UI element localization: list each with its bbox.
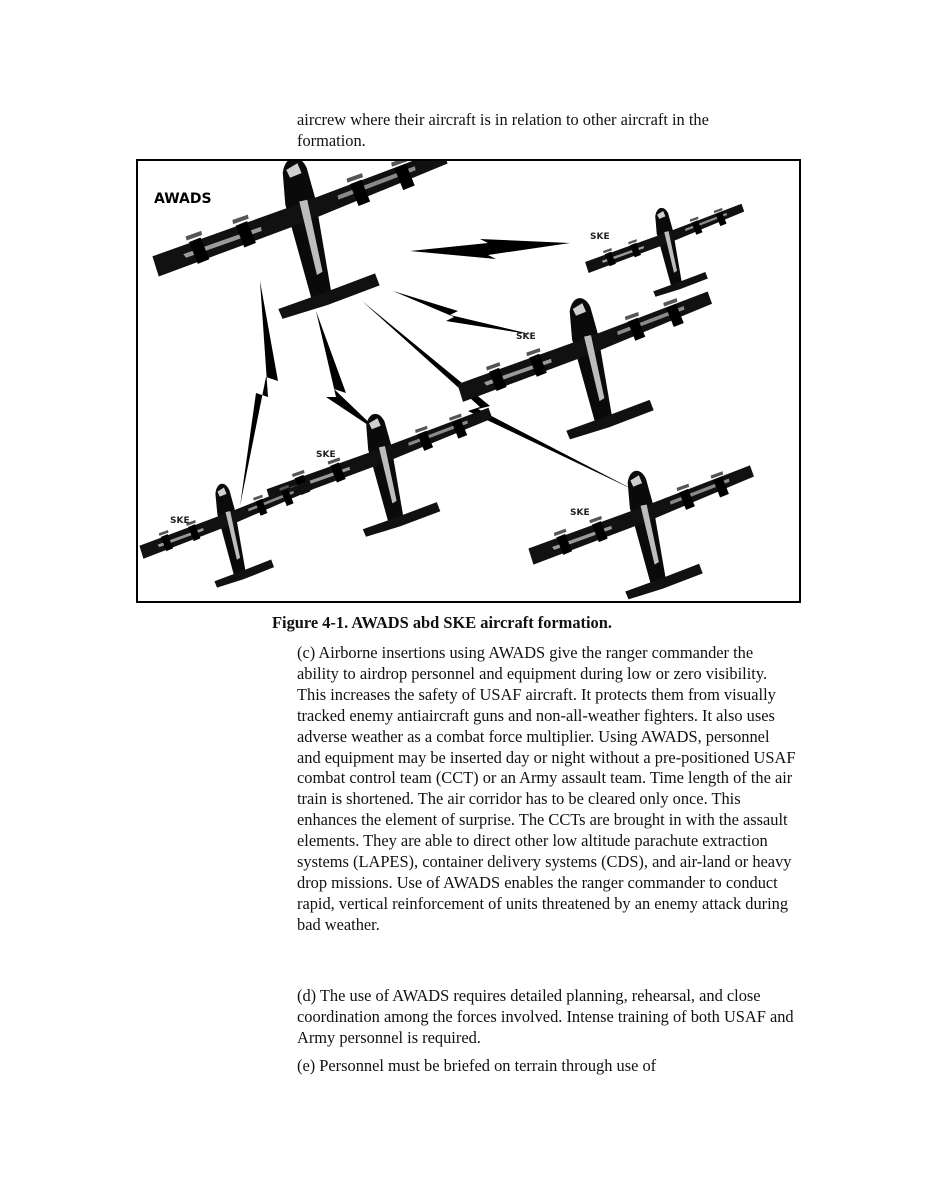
- paragraph-d: (d) The use of AWADS requires detailed planning, rehearsal, and close coordination among the forces involved. Intense training of both USAF and Army personnel is required.: [297, 986, 794, 1047]
- ske-aircraft-2: [445, 271, 733, 459]
- paragraph-e: (e) Personnel must be briefed on terrain through use of: [297, 1056, 657, 1075]
- ske-label-4: SKE: [170, 516, 190, 526]
- ske-label-2: SKE: [516, 332, 536, 342]
- formation-figure: [136, 159, 801, 603]
- ske-label-1: SKE: [590, 232, 610, 242]
- paragraph-c: (c) Airborne insertions using AWADS give the ranger commander the ability to airdrop personnel and equipment during low or zero visibility. This increases the safety of USAF aircraft. It protects them from visually tracked enemy antiaircraft guns and non-all-weather fighters. It also uses adverse weather as a combat force multiplier. Using AWADS, personnel and equipment may be inserted day or night without a pre-positioned USAF combat control team (CCT) or an Army assault team. Time length of the air train is shortened. The air corridor has to be cleared only once. This enhances the element of surprise. The CCTs are brought in with the assault elements. They are able to direct other low altitude parachute extraction systems (LAPES), container delivery systems (CDS), and air-land or heavy drop missions. Use of AWADS enables the ranger commander to conduct rapid, vertical reinforcement of units threatened by an enemy attack during bad weather.: [297, 643, 796, 934]
- intro-text: aircrew where their aircraft is in relation to other aircraft in the formation.: [297, 110, 709, 150]
- awads-label: AWADS: [154, 191, 212, 207]
- ske-label-3: SKE: [316, 450, 336, 460]
- data-link-bolts: [240, 239, 636, 506]
- formation-illustration: [138, 161, 799, 601]
- ske-label-5: SKE: [570, 508, 590, 518]
- ske-aircraft-5: [517, 447, 773, 601]
- ske-aircraft-4: [138, 465, 329, 601]
- ske-aircraft-1: [577, 191, 757, 309]
- ske-aircraft-3: [256, 390, 511, 555]
- figure-caption: Figure 4-1. AWADS abd SKE aircraft formation.: [272, 613, 612, 632]
